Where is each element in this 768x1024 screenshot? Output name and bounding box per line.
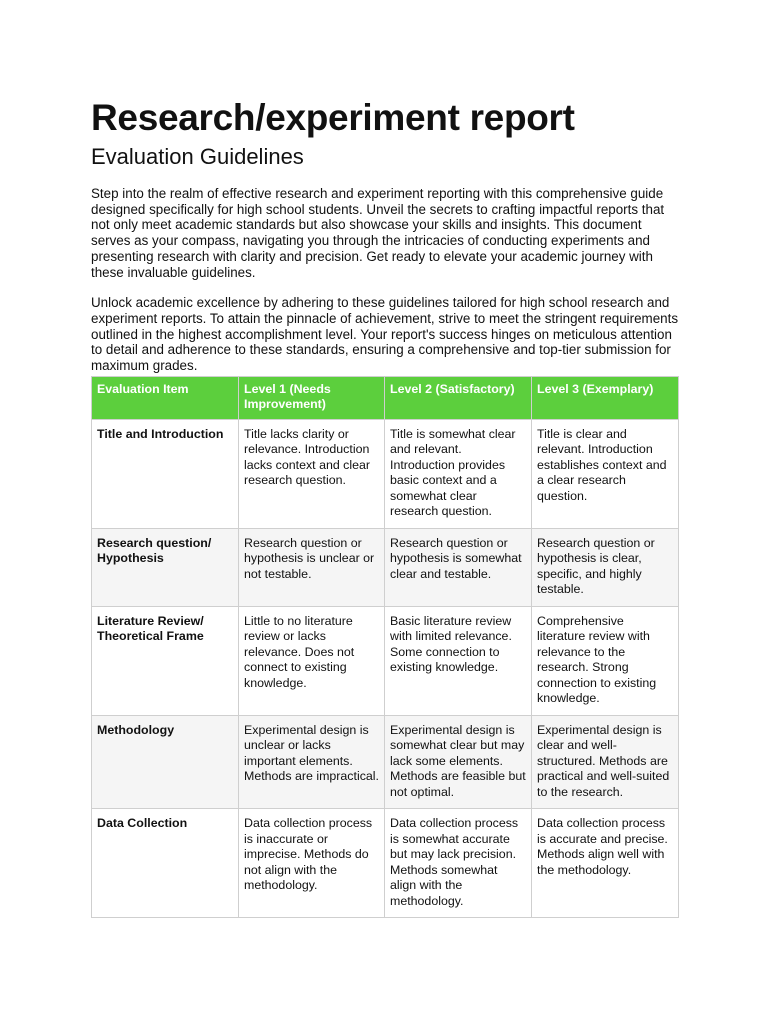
level-3-cell: Title is clear and relevant. Introduction establishes context and a clear research question. (532, 419, 679, 528)
evaluation-item-cell: Title and Introduction (92, 419, 239, 528)
level-3-cell: Experimental design is clear and well-structured. Methods are practical and well-suited to the research. (532, 715, 679, 809)
table-row (92, 419, 679, 528)
document-title: Research/experiment report (91, 97, 575, 138)
rubric-table (91, 376, 679, 919)
level-1-cell: Experimental design is unclear or lacks important elements. Methods are impractical. (239, 715, 385, 809)
document-page (91, 96, 679, 918)
evaluation-item-cell: Literature Review/ Theoretical Frame (92, 606, 239, 715)
evaluation-item-cell: Methodology (92, 715, 239, 809)
evaluation-item-cell: Research question/ Hypothesis (92, 528, 239, 606)
level-1-cell: Title lacks clarity or relevance. Introduction lacks context and clear research question. (239, 419, 385, 528)
intro-paragraph: Step into the realm of effective research and experiment reporting with this comprehensive guide designed specifically for high school students. Unveil the secrets to crafting impactful reports that not only meet academic standards but also showcase your skills and insights. This document serves as your compass, navigating you through the intricacies of conducting experiments and presenting research with clarity and precision. Get ready to elevate your academic journey with these invaluable guidelines. (91, 186, 665, 280)
header-evaluation-item: Evaluation Item (92, 376, 239, 419)
header-level-3: Level 3 (Exemplary) (532, 376, 679, 419)
level-2-cell: Research question or hypothesis is somewhat clear and testable. (385, 528, 532, 606)
level-1-cell: Little to no literature review or lacks relevance. Does not connect to existing knowledge. (239, 606, 385, 715)
header-level-2: Level 2 (Satisfactory) (385, 376, 532, 419)
level-1-cell: Data collection process is inaccurate or imprecise. Methods do not align with the methodology. (239, 809, 385, 918)
level-2-cell: Title is somewhat clear and relevant. Introduction provides basic context and a somewhat clear research question. (385, 419, 532, 528)
level-3-cell: Comprehensive literature review with relevance to the research. Strong connection to existing knowledge. (532, 606, 679, 715)
document-subtitle: Evaluation Guidelines (91, 144, 304, 169)
evaluation-item-cell: Data Collection (92, 809, 239, 918)
rubric-header-row (92, 376, 679, 419)
header-level-1: Level 1 (Needs Improvement) (239, 376, 385, 419)
level-1-cell: Research question or hypothesis is unclear or not testable. (239, 528, 385, 606)
table-row (92, 528, 679, 606)
level-2-cell: Experimental design is somewhat clear but may lack some elements. Methods are feasible but not optimal. (385, 715, 532, 809)
level-2-cell: Data collection process is somewhat accurate but may lack precision. Methods somewhat align with the methodology. (385, 809, 532, 918)
level-2-cell: Basic literature review with limited relevance. Some connection to existing knowledge. (385, 606, 532, 715)
intro-paragraph: Unlock academic excellence by adhering to these guidelines tailored for high school research and experiment reports. To attain the pinnacle of achievement, strive to meet the stringent requirements outlined in the highest accomplishment level. Your report's success hinges on meticulous attention to detail and adherence to these standards, ensuring a comprehensive and top-tier submission for maximum grades. (91, 295, 679, 374)
table-row (92, 606, 679, 715)
table-row (92, 809, 679, 918)
level-3-cell: Research question or hypothesis is clear, specific, and highly testable. (532, 528, 679, 606)
table-row (92, 715, 679, 809)
level-3-cell: Data collection process is accurate and precise. Methods align well with the methodology. (532, 809, 679, 918)
